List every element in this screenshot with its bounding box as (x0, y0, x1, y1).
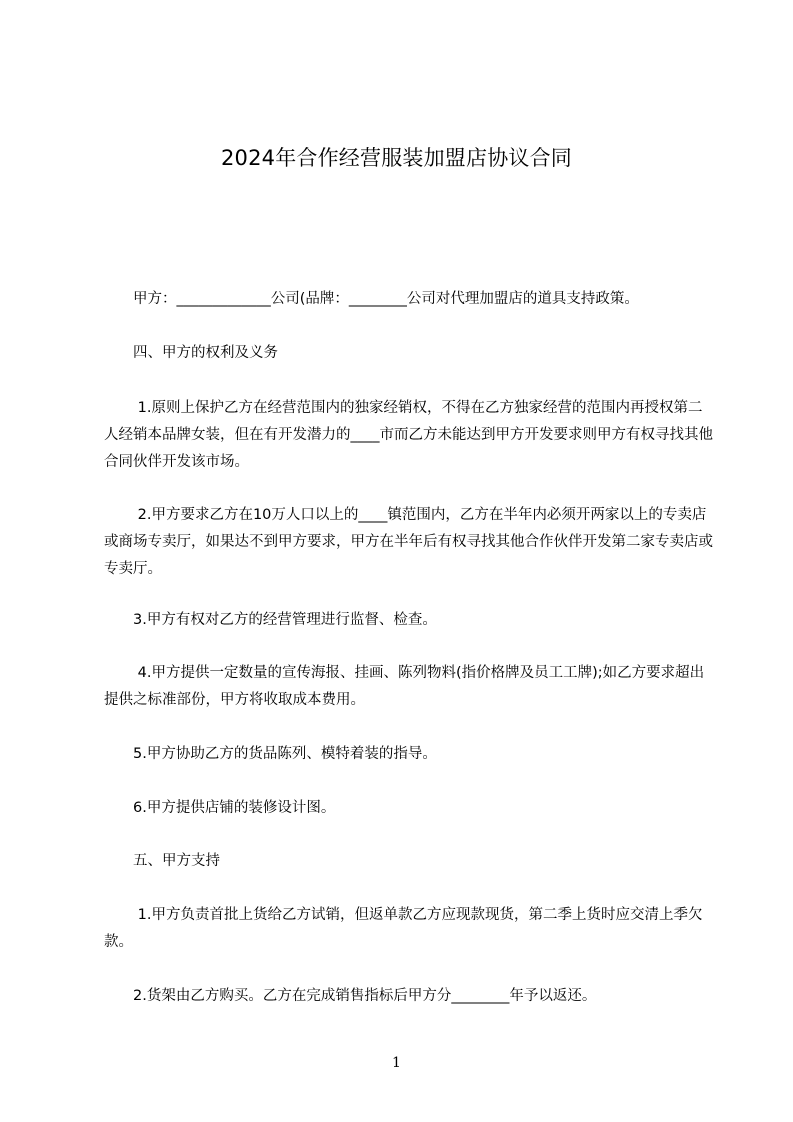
paragraph-clause-2: 2.甲方要求乙方在10万人口以上的____镇范围内，乙方在半年内必须开两家以上的专卖店或商场专卖厅，如果达不到甲方要求，甲方在半年后有权寻找其他合作伙伴开发第二家专卖店或专卖厅。 (104, 507, 713, 577)
section-heading-support: 五、甲方支持 (104, 853, 220, 869)
paragraph-clause-1: 1.原则上保护乙方在经营范围内的独家经销权，不得在乙方独家经营的范围内再授权第二人经销本品牌女装，但在有开发潜力的____市而乙方未能达到甲方开发要求则甲方有权寻找其他合同伙伴开发该市场。 (104, 400, 713, 470)
paragraph-party-a: 甲方：_____________公司(品牌：________公司对代理加盟店的道具支持政策。 (104, 291, 639, 307)
paragraph-clause-5: 5.甲方协助乙方的货品陈列、模特着装的指导。 (104, 746, 437, 762)
paragraph-clause-4: 4.甲方提供一定数量的宣传海报、挂画、陈列物料(指价格牌及员工工牌);如乙方要求超出提供之标准部份，甲方将收取成本费用。 (104, 665, 705, 708)
document-title: 2024年合作经营服装加盟店协议合同 (220, 146, 573, 170)
paragraph-support-2: 2.货架由乙方购买。乙方在完成销售指标后甲方分________年予以返还。 (104, 988, 597, 1004)
section-heading-rights: 四、甲方的权利及义务 (104, 345, 278, 361)
paragraph-support-1: 1.甲方负责首批上货给乙方试销，但返单款乙方应现款现货，第二季上货时应交清上季欠款。 (104, 907, 703, 950)
page-number: 1 (392, 1055, 401, 1071)
paragraph-clause-6: 6.甲方提供店铺的装修设计图。 (104, 800, 336, 816)
paragraph-clause-3: 3.甲方有权对乙方的经营管理进行监督、检查。 (104, 612, 437, 628)
